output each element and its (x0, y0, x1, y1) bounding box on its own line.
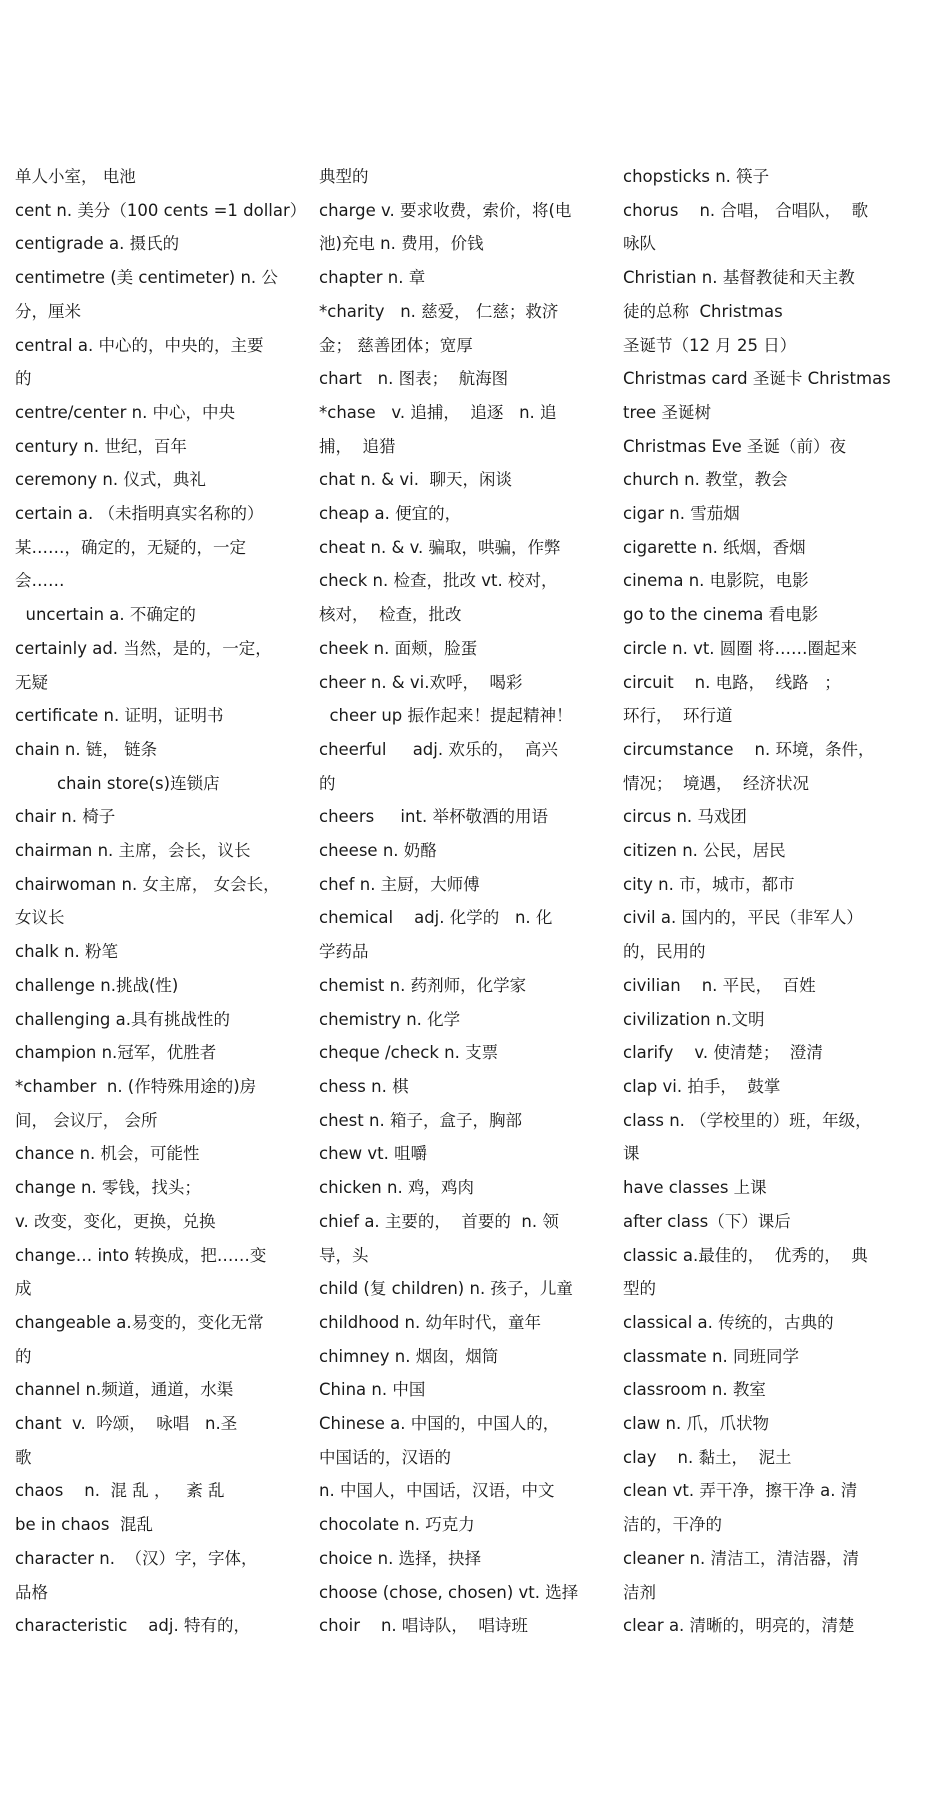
entry-line: chairman n. 主席，会长，议长 (15, 841, 251, 861)
entry-line: charge v. 要求收费，索价，将(电 (319, 200, 572, 220)
entry-line: cheers int. 举杯敬酒的用语 (319, 807, 548, 827)
entry-line: chart n. 图表； 航海图 (319, 369, 509, 389)
entry-line: chopsticks n. 筷子 (623, 167, 770, 186)
column-3 (623, 160, 915, 1643)
entry-line: choose (chose, chosen) vt. 选择 (319, 1582, 579, 1602)
entry-line: *chase v. 追捕， 追逐 n. 追 (319, 402, 557, 422)
entry-line: clean vt. 弄干净，擦干净 a. 清 (623, 1481, 858, 1501)
entry-line: civilization n.文明 (623, 1009, 765, 1029)
entry-line: cent n. 美分（100 cents =1 dollar） (15, 200, 307, 220)
entry-line: 型的 (623, 1279, 656, 1299)
entry-line: classmate n. 同班同学 (623, 1346, 799, 1366)
entry-line: *chamber n. (作特殊用途的)房 (15, 1076, 257, 1096)
entry-line: chimney n. 烟囱，烟筒 (319, 1346, 499, 1366)
entry-line: Chinese a. 中国的，中国人的， (319, 1414, 560, 1434)
entry-line: 中国话的，汉语的 (319, 1447, 451, 1467)
entry-line: channel n.频道，通道，水渠 (15, 1380, 234, 1400)
entry-line: cheerful adj. 欢乐的， 高兴 (319, 739, 558, 759)
entry-line: go to the cinema 看电影 (623, 605, 819, 625)
entry-line: civil a. 国内的，平民（非军人） (623, 908, 863, 928)
entry-line: 核对， 检查，批改 (319, 605, 462, 625)
entry-line: chapter n. 章 (319, 268, 426, 288)
entry-line: cleaner n. 清洁工，清洁器，清 (623, 1548, 860, 1568)
entry-line: classical a. 传统的，古典的 (623, 1312, 834, 1332)
entry-line: centigrade a. 摄氏的 (15, 234, 180, 254)
entry-line: n. 中国人，中国话，汉语，中文 (319, 1481, 555, 1501)
entry-line: 捕， 追猎 (319, 436, 396, 456)
entry-line: 洁剂 (623, 1582, 656, 1602)
entry-line: chicken n. 鸡，鸡肉 (319, 1178, 474, 1198)
entry-line: chain n. 链， 链条 (15, 739, 158, 759)
entry-line: central a. 中心的，中央的，主要 (15, 335, 264, 355)
entry-line: class n. （学校里的）班，年级， (623, 1110, 872, 1130)
entry-line: 的 (319, 773, 336, 793)
entry-line: 无疑 (15, 672, 48, 692)
entry-line: 某……，确定的，无疑的，一定 (15, 537, 246, 557)
entry-line: change n. 零钱，找头； (15, 1178, 201, 1198)
entry-line: 环行， 环行道 (623, 706, 733, 726)
entry-line: 会…… (15, 571, 65, 591)
entry-line: circus n. 马戏团 (623, 807, 747, 827)
entry-line: change… into 转换成，把……变 (15, 1245, 267, 1265)
entry-line: champion n.冠军，优胜者 (15, 1043, 217, 1063)
entry-line: centimetre (美 centimeter) n. 公 (15, 268, 278, 288)
entry-line: changeable a.易变的，变化无常 (15, 1312, 264, 1332)
entry-line: circuit n. 电路， 线路 ； (623, 672, 841, 692)
entry-line: chef n. 主厨，大师傅 (319, 874, 480, 894)
entry-line: cheat n. & v. 骗取，哄骗，作弊 (319, 537, 561, 557)
entry-line: 洁的，干净的 (623, 1515, 722, 1535)
entry-line: v. 改变，变化，更换，兑换 (15, 1211, 216, 1231)
entry-line: classic a.最佳的， 优秀的， 典 (623, 1245, 868, 1265)
entry-line: chair n. 椅子 (15, 807, 116, 827)
entry-line: chemical adj. 化学的 n. 化 (319, 908, 553, 928)
entry-line: 徒的总称 Christmas (623, 301, 783, 321)
entry-line: chew vt. 咀嚼 (319, 1144, 428, 1164)
entry-line: cheap a. 便宜的， (319, 504, 462, 524)
entry-line: certificate n. 证明，证明书 (15, 706, 224, 726)
entry-line: tree 圣诞树 (623, 402, 711, 422)
entry-line: century n. 世纪，百年 (15, 436, 187, 456)
entry-line: be in chaos 混乱 (15, 1515, 153, 1535)
entry-line: choir n. 唱诗队， 唱诗班 (319, 1616, 528, 1636)
entry-line: chief a. 主要的， 首要的 n. 领 (319, 1211, 559, 1231)
entry-line: cigarette n. 纸烟，香烟 (623, 537, 806, 557)
column-2 (319, 160, 611, 1643)
entry-line: chaos n. 混 乱 ， 紊 乱 (15, 1481, 225, 1501)
entry-line: 女议长 (15, 908, 65, 928)
entry-line: chemist n. 药剂师，化学家 (319, 975, 527, 995)
entry-line: chairwoman n. 女主席， 女会长， (15, 874, 280, 894)
entry-line: cheer n. & vi.欢呼， 喝彩 (319, 672, 523, 692)
entry-line: clay n. 黏土， 泥土 (623, 1447, 792, 1467)
entry-line: challenging a.具有挑战性的 (15, 1009, 231, 1029)
entry-line: chalk n. 粉笔 (15, 942, 118, 962)
entry-line: characteristic adj. 特有的， (15, 1616, 250, 1636)
entry-line: circle n. vt. 圆圈 将……圈起来 (623, 638, 858, 658)
entry-line: choice n. 选择，抉择 (319, 1548, 482, 1568)
entry-line: Christmas Eve 圣诞（前）夜 (623, 436, 847, 456)
entry-line: 品格 (15, 1582, 48, 1602)
entry-line: challenge n.挑战(性) (15, 975, 179, 995)
entry-line: 的 (15, 1346, 32, 1366)
entry-line: 歌 (15, 1447, 32, 1467)
entry-line: city n. 市，城市，都市 (623, 874, 795, 894)
entry-line: clarify v. 使清楚； 澄清 (623, 1043, 823, 1063)
entry-line: Christian n. 基督教徒和天主教 (623, 268, 855, 288)
entry-line: cinema n. 电影院，电影 (623, 571, 809, 591)
entry-line: 间， 会议厅， 会所 (15, 1110, 158, 1130)
entry-line: citizen n. 公民，居民 (623, 841, 786, 861)
entry-line: chocolate n. 巧克力 (319, 1515, 475, 1535)
entry-line: chat n. & vi. 聊天，闲谈 (319, 470, 512, 490)
entry-line: ceremony n. 仪式，典礼 (15, 470, 206, 490)
entry-line: chorus n. 合唱， 合唱队， 歌 (623, 200, 869, 220)
entry-line: character n. （汉）字，字体， (15, 1548, 258, 1568)
entry-line: civilian n. 平民， 百姓 (623, 975, 816, 995)
entry-line: chess n. 棋 (319, 1076, 409, 1096)
entry-line: clear a. 清晰的，明亮的，清楚 (623, 1616, 855, 1636)
entry-line: 圣诞节（12 月 25 日） (623, 335, 797, 355)
entry-line: 的，民用的 (623, 942, 706, 962)
column-1 (15, 160, 307, 1643)
entry-line: 学药品 (319, 942, 369, 962)
entry-line: 成 (15, 1279, 32, 1299)
entry-line: chain store(s)连锁店 (15, 773, 220, 793)
entry-line: have classes 上课 (623, 1178, 767, 1198)
vocabulary-page (15, 160, 915, 1643)
entry-line: Christmas card 圣诞卡 Christmas (623, 369, 891, 389)
entry-line: certain a. （未指明真实名称的） (15, 504, 264, 524)
entry-line: church n. 教堂，教会 (623, 470, 788, 490)
entry-line: certainly ad. 当然，是的，一定， (15, 638, 272, 658)
entry-line: *charity n. 慈爱， 仁慈；救济 (319, 301, 559, 321)
entry-line: claw n. 爪，爪状物 (623, 1414, 769, 1434)
entry-line: circumstance n. 环境，条件， (623, 739, 875, 759)
entry-line: 金； 慈善团体；宽厚 (319, 335, 473, 355)
entry-line: chemistry n. 化学 (319, 1009, 461, 1029)
entry-line: chance n. 机会，可能性 (15, 1144, 200, 1164)
entry-line: check n. 检查，批改 vt. 校对， (319, 571, 558, 591)
entry-line: childhood n. 幼年时代，童年 (319, 1312, 541, 1332)
entry-line: cheese n. 奶酪 (319, 841, 437, 861)
entry-line: after class（下）课后 (623, 1211, 791, 1231)
entry-line: 的 (15, 369, 32, 389)
entry-line: 课 (623, 1144, 640, 1164)
entry-line: 情况； 境遇， 经济状况 (623, 773, 809, 793)
entry-line: 单人小室， 电池 (15, 167, 136, 186)
entry-line: 导，头 (319, 1245, 369, 1265)
entry-line: 典型的 (319, 167, 369, 186)
entry-line: chest n. 箱子，盒子，胸部 (319, 1110, 522, 1130)
entry-line: clap vi. 拍手， 鼓掌 (623, 1076, 781, 1096)
entry-line: centre/center n. 中心，中央 (15, 402, 236, 422)
entry-line: classroom n. 教室 (623, 1380, 766, 1400)
entry-line: child (复 children) n. 孩子，儿童 (319, 1279, 573, 1299)
entry-line: 分，厘米 (15, 301, 81, 321)
entry-line: cheque /check n. 支票 (319, 1043, 499, 1063)
entry-line: cheer up 振作起来！提起精神！ (319, 706, 573, 726)
entry-line: China n. 中国 (319, 1380, 426, 1400)
entry-line: 咏队 (623, 234, 656, 254)
entry-line: cigar n. 雪茄烟 (623, 504, 740, 524)
entry-line: chant v. 吟颂， 咏唱 n.圣 (15, 1414, 238, 1434)
entry-line: uncertain a. 不确定的 (15, 605, 196, 625)
entry-line: 池)充电 n. 费用，价钱 (319, 234, 484, 254)
entry-line: cheek n. 面颊，脸蛋 (319, 638, 478, 658)
